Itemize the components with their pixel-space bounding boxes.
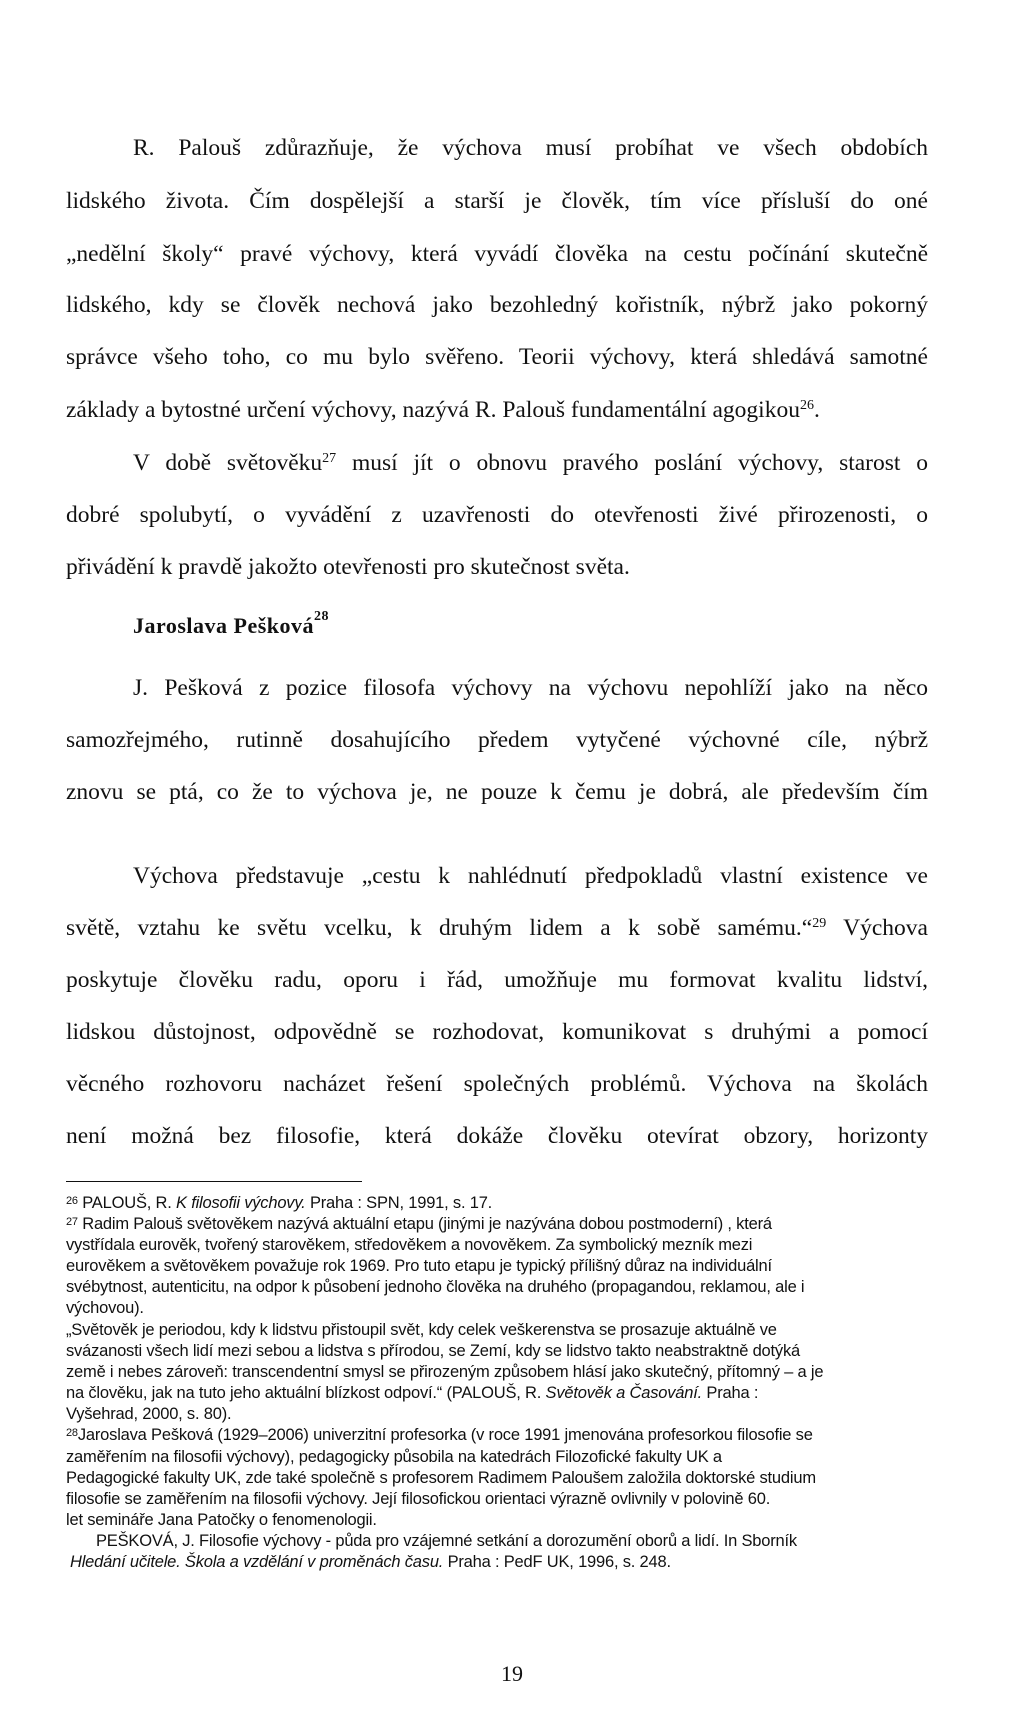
body-line: přivádění k pravdě jakožto otevřenosti pro skutečnost světa.: [66, 554, 630, 580]
body-line: samozřejmého, rutinně dosahujícího předem vytyčené výchovné cíle, nýbrž: [66, 727, 928, 753]
body-text: .: [813, 397, 820, 423]
body-line: J. Pešková z pozice filosofa výchovy na výchovu nepohlíží jako na něco: [133, 675, 928, 701]
body-text: V době světověku: [133, 450, 323, 476]
footnote-line: Pedagogické fakulty UK, zde také společně s profesorem Radimem Paloušem založila doktorské studium: [66, 1469, 816, 1487]
footnote-line: [70, 1552, 950, 1573]
body-line: dobré spolubytí, o vyvádění z uzavřenosti do otevřenosti živé přirozenosti, o: [66, 502, 928, 528]
footnote-line: země i nebes zároveň: transcendentní smysl se přirozeným způsobem hlásí jako skutečný, přítomný – a je: [66, 1363, 824, 1381]
footnote-line: zaměřením na filosofii výchovy), pedagogicky působila na katedrách Filozofické fakulty UK a: [66, 1448, 722, 1466]
footnote-line: filosofie se zaměřením na filosofii výchovy. Její filosofickou orientaci výrazně ovlivnily v polovině 60.: [66, 1490, 771, 1508]
footnote-ref: 29: [812, 916, 827, 931]
body-line: lidskou důstojnost, odpovědně se rozhodovat, komunikovat s druhými a pomocí: [66, 1019, 928, 1045]
footnote-27: [66, 1214, 946, 1235]
body-line: poskytuje člověku radu, oporu i řád, umožňuje mu formovat kvalitu lidství,: [66, 967, 928, 993]
footnote-title: Hledání učitele. Škola a vzdělání v proměnách času.: [70, 1553, 444, 1571]
footnote-title: Světověk a Časování.: [545, 1384, 703, 1402]
footnote-line: Vyšehrad, 2000, s. 80).: [66, 1405, 232, 1423]
body-text: musí jít o obnovu pravého poslání výchovy, starost o: [336, 450, 929, 476]
footnote-text: Praha : SPN, 1991, s. 17.: [305, 1194, 493, 1212]
footnote-separator: [66, 1181, 362, 1182]
footnote-line: „Světověk je periodou, kdy k lidstvu přistoupil svět, kdy celek veškerenstva se prosazuje aktuálně ve: [66, 1321, 777, 1339]
body-text: Výchova: [826, 915, 928, 941]
footnote-28: [66, 1425, 946, 1446]
footnote-number: 26: [66, 1195, 78, 1207]
section-heading: [133, 609, 330, 639]
footnote-line: [66, 1383, 946, 1404]
footnote-line: výchovou).: [66, 1299, 144, 1317]
body-text: světě, vztahu ke světu vcelku, k druhým lidem a k sobě samému.“: [66, 915, 813, 941]
body-line: [66, 913, 928, 943]
footnote-text: na člověku, jak na tuto jeho aktuální blízkost odpoví.“ (PALOUŠ, R.: [66, 1384, 546, 1402]
body-line: není možná bez filosofie, která dokáže člověku otevírat obzory, horizonty: [66, 1123, 928, 1149]
footnote-line: svázanosti všech lidí mezi sebou a lidstva s přírodou, se Zemí, kdy se lidstvo takto neabstraktně dotýká: [66, 1342, 800, 1360]
footnote-text: PALOUŠ, R.: [77, 1194, 176, 1212]
body-line: Výchova představuje „cestu k nahlédnutí předpokladů vlastní existence ve: [133, 863, 928, 889]
body-line: správce všeho toho, co mu bylo svěřeno. Teorii výchovy, která shledává samotné: [66, 344, 928, 370]
body-line: znovu se ptá, co že to výchova je, ne pouze k čemu je dobrá, ale především čím: [66, 779, 928, 805]
body-line: R. Palouš zdůrazňuje, že výchova musí probíhat ve všech obdobích: [133, 135, 928, 161]
footnote-ref: 26: [799, 398, 814, 413]
footnote-title: K filosofii výchovy.: [176, 1194, 306, 1212]
footnote-ref: 28: [314, 609, 330, 624]
page-number: 19: [501, 1661, 523, 1686]
footnote-number: 27: [66, 1216, 78, 1228]
body-line: [133, 448, 928, 478]
body-line: „nedělní školy“ pravé výchovy, která vyvádí člověka na cestu počínání skutečně: [66, 241, 928, 267]
footnote-text: Praha :: [702, 1384, 759, 1402]
body-line: lidského života. Čím dospělejší a starší je člověk, tím více přísluší do oné: [66, 188, 928, 214]
body-line: lidského, kdy se člověk nechová jako bezohledný kořistník, nýbrž jako pokorný: [66, 292, 928, 318]
body-line: věcného rozhovoru nacházet řešení společných problémů. Výchova na školách: [66, 1071, 928, 1097]
body-text: základy a bytostné určení výchovy, nazývá R. Palouš fundamentální agogikou: [66, 397, 800, 423]
footnote-26: [66, 1193, 946, 1214]
footnote-ref: 27: [322, 451, 337, 466]
body-line: [66, 395, 928, 425]
footnote-line: PEŠKOVÁ, J. Filosofie výchovy - půda pro vzájemné setkání a dorozumění oborů a lidí. In Sborník: [96, 1532, 797, 1550]
footnote-line: eurověkem a světověkem považuje rok 1969. Pro tuto etapu je typický přílišný důraz na individuální: [66, 1257, 772, 1275]
footnote-line: let semináře Jana Patočky o fenomenologii.: [66, 1511, 377, 1529]
footnote-text: Praha : PedF UK, 1996, s. 248.: [443, 1553, 671, 1571]
footnote-text: Radim Palouš světověkem nazývá aktuální etapu (jinými je nazývána dobou postmoderní) , která: [77, 1215, 772, 1233]
footnote-line: vystřídala eurověk, tvořený starověkem, středověkem a novověkem. Za symbolický mezník mezi: [66, 1236, 753, 1254]
heading-text: Jaroslava Pešková: [133, 613, 315, 638]
footnote-line: svébytnost, autenticitu, na odpor k působení jednoho člověka na druhého (propagandou, reklamou, ale i: [66, 1278, 805, 1296]
footnote-text: Jaroslava Pešková (1929–2006) univerzitní profesorka (v roce 1991 jmenována profesorkou filosofie se: [77, 1426, 813, 1444]
footnote-number: 28: [66, 1427, 78, 1439]
